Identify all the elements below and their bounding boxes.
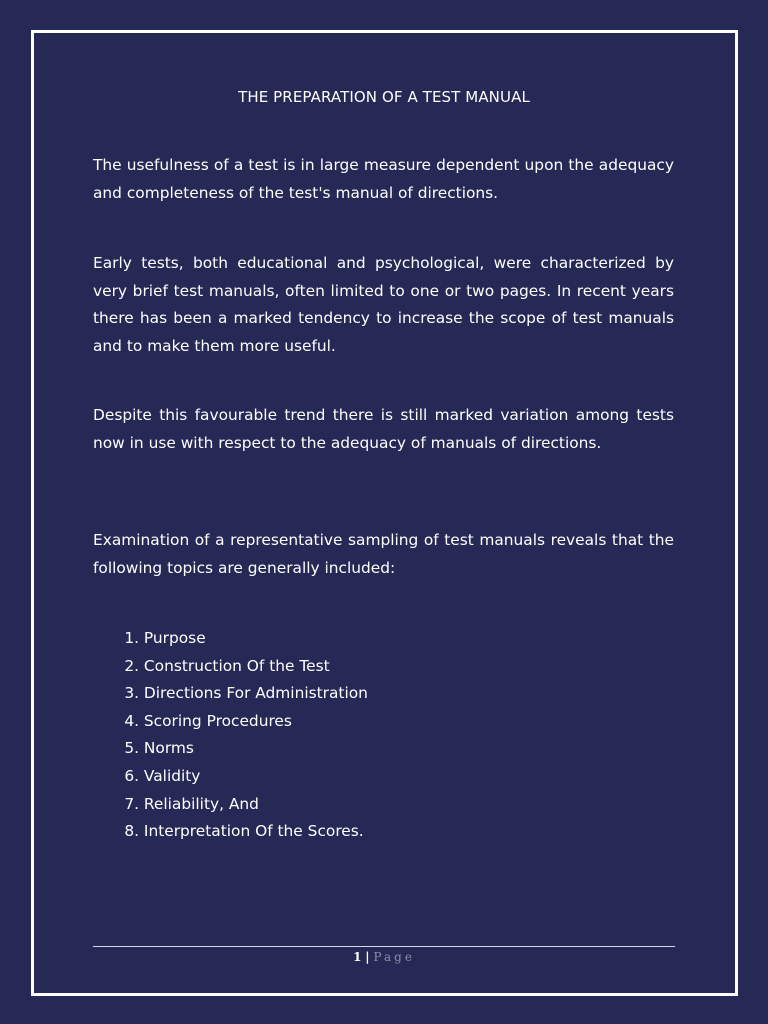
list-item [93,653,593,681]
paragraph-4: Examination of a representative sampling of test manuals reveals that the following topics are generally included: [93,531,674,577]
topics-list [93,625,593,846]
list-item-number: 2. [124,656,139,675]
list-item-text: Construction Of the Test [143,656,330,675]
list-item [93,680,593,708]
list-item [93,735,593,763]
list-item-number: 4. [124,711,139,730]
page-label: Page [373,950,415,964]
paragraph-3: Despite this favourable trend there is still marked variation among tests now in use with respect to the adequacy of manuals of directions. [93,406,674,452]
page-footer [0,949,768,965]
paragraph-1: The usefulness of a test is in large measure dependent upon the adequacy and completeness of the test's manual of directions. [93,156,674,202]
list-item [93,708,593,736]
list-item-text: Norms [143,739,194,758]
list-item-number: 8. [124,822,139,841]
list-item [93,625,593,653]
list-item [93,763,593,791]
list-item [93,818,593,846]
footer-separator: | [365,950,370,964]
list-item-text: Scoring Procedures [143,711,292,730]
list-item-text: Purpose [143,629,206,647]
page-number: 1 [353,950,362,964]
list-item-number: 5. [124,739,139,758]
footer-divider [93,946,675,947]
list-item-number: 6. [124,766,139,785]
list-item-text: Interpretation Of the Scores. [143,822,364,841]
list-item-number: 7. [124,794,139,813]
list-item-text: Reliability, And [143,794,259,813]
list-item-text: Validity [143,766,201,785]
list-item-text: Directions For Administration [143,684,368,703]
document-title: THE PREPARATION OF A TEST MANUAL [238,88,530,106]
paragraph-2: Early tests, both educational and psychological, were characterized by very brief test manuals, often limited to one or two pages. In recent years there has been a marked tendency to increase the scope of test manuals and to make them more useful. [93,254,674,355]
list-item-number: 3. [124,684,139,703]
list-item [93,791,593,819]
list-item-number: 1. [124,629,139,647]
